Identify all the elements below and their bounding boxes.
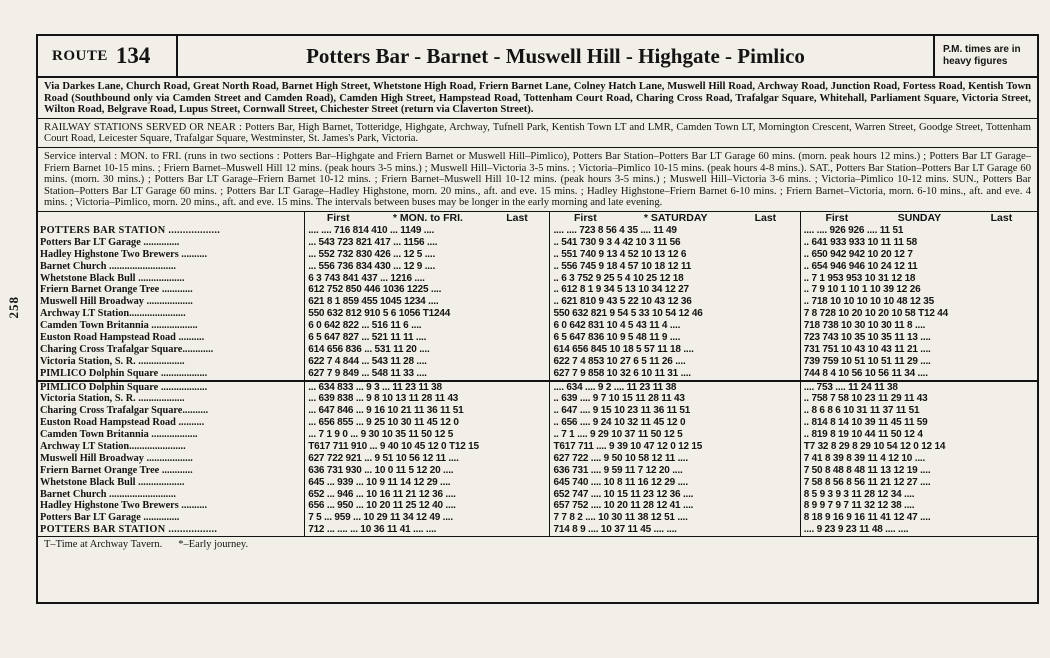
- timetable-row: .. 556 745 9 18 4 57 10 18 12 11: [553, 260, 692, 272]
- station-name: Euston Road Hampstead Road ..........: [40, 417, 205, 429]
- timetable-row: 8 18 9 16 9 16 11 41 12 47 ....: [803, 512, 931, 524]
- stations-header-spacer: [38, 212, 304, 225]
- timetable-row: ... 634 833 ... 9 3 ... 11 23 11 38: [308, 381, 442, 393]
- outbound-stations: [38, 225, 304, 380]
- timetable-row: ... 647 846 ... 9 16 10 21 11 36 11 51: [308, 405, 464, 417]
- timetable-row: .. 621 810 9 43 5 22 10 43 12 36: [553, 296, 692, 308]
- route-number: 134: [115, 43, 151, 68]
- timetable-row: 636 731 .... 9 59 11 7 12 20 ....: [553, 464, 683, 476]
- inbound-mon-fri-times: [305, 380, 549, 537]
- timetable-frame: [36, 34, 1039, 604]
- timetable-row: 657 752 .... 10 20 11 28 12 41 ....: [553, 500, 694, 512]
- timetable-row: .. 8 6 8 6 10 31 11 37 11 51: [803, 405, 920, 417]
- saturday-column: [549, 212, 799, 536]
- timetable-row: .... .... 926 926 .... 11 51: [803, 224, 904, 236]
- sunday-column: [800, 212, 1037, 536]
- timetable-row: 6 3 743 841 437 ... 1216 ....: [308, 272, 425, 284]
- outbound-mon-fri-times: [305, 225, 549, 380]
- station-name: Potters Bar LT Garage ..............: [40, 236, 180, 248]
- station-name: Whetstone Black Bull ..................: [40, 476, 185, 488]
- timetable-row: .. 819 8 19 10 44 11 50 12 4: [803, 429, 923, 441]
- stations-column: [38, 212, 304, 536]
- station-name: Charing Cross Trafalgar Square............: [40, 343, 214, 355]
- timetable-row: .. 641 933 933 10 11 11 58: [803, 236, 917, 248]
- footnote-archway-tavern: T–Time at Archway Tavern.: [44, 539, 163, 551]
- timetable-row: 622 7 4 853 10 27 6 5 11 26 ....: [553, 355, 686, 367]
- timetable-row: 636 731 930 ... 10 0 11 5 12 20 ....: [308, 464, 454, 476]
- timetable-row: .. 612 8 1 9 34 5 13 10 34 12 27: [553, 284, 689, 296]
- timetable-row: 656 ... 950 ... 10 20 11 25 12 40 ....: [308, 500, 456, 512]
- timetable-row: 7 41 8 39 8 39 11 4 12 10 ....: [803, 452, 926, 464]
- timetable-row: .. 7 9 10 1 10 1 10 39 12 26: [803, 284, 921, 296]
- timetable-row: 6 0 642 831 10 4 5 43 11 4 ....: [553, 320, 681, 332]
- station-name: Archway LT Station......................: [40, 308, 186, 320]
- station-name: Whetstone Black Bull ..................: [40, 272, 185, 284]
- station-name: Charing Cross Trafalgar Square..........: [40, 405, 209, 417]
- timetable-row: 614 656 845 10 18 5 57 11 18 ....: [553, 343, 694, 355]
- timetable-row: 7 58 8 56 8 56 11 21 12 27 ....: [803, 476, 931, 488]
- timetable-row: 714 8 9 .... 10 37 11 45 .... ....: [553, 524, 677, 536]
- route-header: [38, 36, 1037, 78]
- timetable-row: 7 8 728 10 20 10 20 10 58 T12 44: [803, 308, 949, 320]
- timetable-row: .. 639 .... 9 7 10 15 11 28 11 43: [553, 393, 685, 405]
- footnotes: [38, 537, 1037, 552]
- outbound-saturday-times: [550, 225, 799, 380]
- timetable-row: .. 551 740 9 13 4 52 10 13 12 6: [553, 248, 687, 260]
- station-name: Friern Barnet Orange Tree ............: [40, 284, 193, 296]
- timetable-row: 744 8 4 10 56 10 56 11 34 ....: [803, 367, 928, 379]
- mon-fri-last-label: Last: [506, 211, 528, 224]
- sunday-last-label: Last: [990, 211, 1013, 224]
- timetable-row: 622 7 4 844 ... 543 11 28 ....: [308, 355, 427, 367]
- timetable-row: 550 632 812 910 5 6 1056 T1244: [308, 308, 451, 320]
- timetable-row: 739 759 10 51 10 51 11 29 ....: [803, 355, 931, 367]
- timetable-row: .... .... 723 8 56 4 35 .... 11 49: [553, 224, 677, 236]
- mon-fri-first-label: First: [326, 211, 350, 224]
- station-name: Victoria Station, S. R. ..................: [40, 355, 185, 367]
- inbound-sunday-times: [801, 380, 1037, 537]
- timetable-row: .. 758 7 58 10 23 11 29 11 43: [803, 393, 928, 405]
- timetable-row: .. 656 .... 9 24 10 32 11 45 12 0: [553, 417, 686, 429]
- timetable-row: .. 654 946 946 10 24 12 11: [803, 260, 918, 272]
- station-name: Barnet Church ..........................: [40, 260, 176, 272]
- timetable-row: 7 7 8 2 .... 10 30 11 38 12 51 ....: [553, 512, 688, 524]
- saturday-first-label: First: [574, 211, 597, 224]
- pm-times-note: P.M. times are in heavy figures: [933, 36, 1037, 76]
- sunday-first-label: First: [825, 211, 849, 224]
- timetable-row: 627 722 921 ... 9 51 10 56 12 11 ....: [308, 452, 459, 464]
- timetable-row: 7 5 ... 959 ... 10 29 11 34 12 49 ....: [308, 512, 453, 524]
- sunday-day-label: SUNDAY: [897, 211, 942, 224]
- timetable-row: .. 7 1 .... 9 29 10 37 11 50 12 5: [553, 429, 683, 441]
- station-name: Friern Barnet Orange Tree ............: [40, 464, 193, 476]
- station-name: Hadley Highstone Two Brewers ..........: [40, 248, 208, 260]
- station-name: Muswell Hill Broadway ..................: [40, 452, 193, 464]
- timetable-row: T617 711 910 ... 9 40 10 45 12 0 T12 15: [308, 440, 479, 452]
- station-name: POTTERS BAR STATION .................: [40, 524, 218, 536]
- timetable-grid: [38, 212, 1037, 537]
- timetable-row: 712 ... .... ... 10 36 11 41 .... ....: [308, 524, 437, 536]
- timetable-row: .. 718 10 10 10 10 10 48 12 35: [803, 296, 934, 308]
- mon-fri-header: [305, 212, 549, 225]
- timetable-row: .... .... 716 814 410 ... 1149 ....: [308, 224, 435, 236]
- timetable-row: .. 814 8 14 10 39 11 45 11 59: [803, 417, 928, 429]
- mon-fri-column: [304, 212, 549, 536]
- timetable-row: 8 9 9 7 9 7 11 32 12 38 ....: [803, 500, 915, 512]
- timetable-row: 652 747 .... 10 15 11 23 12 36 ....: [553, 488, 694, 500]
- timetable-row: .... 634 .... 9 2 .... 11 23 11 38: [553, 381, 677, 393]
- saturday-header: [550, 212, 799, 225]
- station-name: PIMLICO Dolphin Square ..................: [40, 381, 208, 393]
- timetable-row: ... 543 723 821 417 ... 1156 ....: [308, 236, 438, 248]
- railway-stations-text: RAILWAY STATIONS SERVED OR NEAR : Potters Bar, High Barnet, Totteridge, Highgate, Archway, Tufnell Park, Kentish Town LT and LMR, Camden Town LT, Mornington Crescent, Warren Street, Goodge Street, Tottenham Court Road, Leicester Square, Trafalgar Square, Westminster, St. James's Park, Victoria.: [38, 119, 1037, 148]
- station-name: Hadley Highstone Two Brewers ..........: [40, 500, 208, 512]
- timetable-row: ... 639 838 ... 9 8 10 13 11 28 11 43: [308, 393, 459, 405]
- timetable-row: 652 ... 946 ... 10 16 11 21 12 36 ....: [308, 488, 456, 500]
- saturday-day-label: * SATURDAY: [643, 211, 708, 224]
- route-box: [38, 36, 178, 76]
- timetable-row: 723 743 10 35 10 35 11 13 ....: [803, 331, 931, 343]
- timetable-row: ... 7 1 9 0 ... 9 30 10 35 11 50 12 5: [308, 429, 454, 441]
- timetable-row: T7 32 8 29 8 29 10 54 12 0 12 14: [803, 440, 946, 452]
- timetable-row: 731 751 10 43 10 43 11 21 ....: [803, 343, 931, 355]
- station-name: POTTERS BAR STATION ..................: [40, 224, 221, 236]
- station-name: Barnet Church ..........................: [40, 488, 176, 500]
- timetable-row: ... 656 855 ... 9 25 10 30 11 45 12 0: [308, 417, 459, 429]
- timetable-row: 718 738 10 30 10 30 11 8 ....: [803, 320, 926, 332]
- inbound-stations: [38, 380, 304, 537]
- station-name: PIMLICO Dolphin Square ..................: [40, 367, 208, 379]
- timetable-row: .. 650 942 942 10 20 12 7: [803, 248, 913, 260]
- service-interval-text: Service interval : MON. to FRI. (runs in two sections : Potters Bar–Highgate and Friern Barnet or Muswell Hill–Pimlico), Potters Bar Station–Potters Bar LT Garage 60 mins. (morn. peak hours 12 mins.) ; Potters Bar LT Garage–Friern Barnet 10-15 mins. ; Friern Barnet–Muswell Hill 12 mins. (peak hours 3-5 mins.) ; Muswell Hill–Victoria 3-5 mins. ; Victoria–Pimlico 10-15 mins. (peak hours 4-8 mins.). SAT., Potters Bar Station–Potters Bar LT Garage 60 mins. (morn. 30 mins.) ; Potters Bar LT Garage–Friern Barnet 10-12 mins. ; Friern Barnet–Muswell Hill 10-12 mins. (peak hours 3-5 mins.) ; Muswell Hill–Victoria 3-6 mins. ; Victoria–Pimlico 10-12 mins. SUN., Potters Bar Station–Potters Bar LT Garage 60 mins. ; Potters Bar LT Garage–Hadley Highstone, morn. 20 mins., aft. and eve. 15 mins. ; Hadley Highstone–Friern Barnet 6-10 mins. ; Friern Barnet–Victoria, morn. 6-10 mins., aft. and eve. 4 mins. ; Victoria–Pimlico, morn. 20 mins., aft. and eve. 15 mins. The intervals between buses may be longer in the early morning and late evening.: [38, 148, 1037, 212]
- route-title: Potters Bar - Barnet - Muswell Hill - Highgate - Pimlico: [306, 43, 805, 68]
- mon-fri-day-label: * MON. to FRI.: [392, 211, 463, 224]
- timetable-row: 612 752 850 446 1036 1225 ....: [308, 284, 442, 296]
- outbound-sunday-times: [801, 225, 1037, 380]
- timetable-row: 627 7 9 858 10 32 6 10 11 31 ....: [553, 367, 691, 379]
- timetable-row: .. 647 .... 9 15 10 23 11 36 11 51: [553, 405, 691, 417]
- timetable-row: 7 50 8 48 8 48 11 13 12 19 ....: [803, 464, 931, 476]
- footnote-early-journey: *–Early journey.: [178, 539, 249, 551]
- inbound-saturday-times: [550, 380, 799, 537]
- station-name: Camden Town Britannia ..................: [40, 320, 198, 332]
- station-name: Potters Bar LT Garage ..............: [40, 512, 180, 524]
- station-name: Victoria Station, S. R. ..................: [40, 393, 185, 405]
- station-name: Muswell Hill Broadway ..................: [40, 296, 193, 308]
- timetable-row: .. 6 3 752 9 25 5 4 10 25 12 18: [553, 272, 684, 284]
- timetable-row: .. 7 1 953 953 10 31 12 18: [803, 272, 916, 284]
- timetable-row: 621 8 1 859 455 1045 1234 ....: [308, 296, 439, 308]
- sunday-header: [801, 212, 1037, 225]
- timetable-row: T617 711 .... 9 39 10 47 12 0 12 15: [553, 440, 703, 452]
- timetable-row: 6 0 642 822 ... 516 11 6 ....: [308, 320, 422, 332]
- timetable-row: 6 5 647 836 10 9 5 48 11 9 ....: [553, 331, 681, 343]
- timetable-row: 627 722 .... 9 50 10 58 12 11 ....: [553, 452, 688, 464]
- timetable-row: 614 656 836 ... 531 11 20 ....: [308, 343, 430, 355]
- timetable-row: .... 753 .... 11 24 11 38: [803, 381, 898, 393]
- saturday-last-label: Last: [754, 211, 777, 224]
- timetable-row: 645 740 .... 10 8 11 16 12 29 ....: [553, 476, 688, 488]
- station-name: Euston Road Hampstead Road ..........: [40, 331, 205, 343]
- page-number: 258: [6, 296, 21, 319]
- station-name: Camden Town Britannia ..................: [40, 429, 198, 441]
- timetable-row: 645 ... 939 ... 10 9 11 14 12 29 ....: [308, 476, 451, 488]
- via-route-text: Via Darkes Lane, Church Road, Great North Road, Barnet High Street, Whetstone High Road, Friern Barnet Lane, Colney Hatch Lane, Muswell Hill Road, Archway Road, Junction Road, Fortess Road, Kentish Town Road (Southbound only via Camden Street and Camden Road), Camden High Street, Hampstead Road, Tottenham Court Road, Charing Cross Road, Trafalgar Square, Whitehall, Parliament Square, Victoria Street, Wilton Road, Belgrave Road, Lupus Street, Cornwall Street, Chichester Street (return via Claverton Street).: [38, 78, 1037, 119]
- timetable-row: .... 9 23 9 23 11 48 .... ....: [803, 524, 909, 536]
- timetable-row: 8 5 9 3 9 3 11 28 12 34 ....: [803, 488, 915, 500]
- timetable-row: 627 7 9 849 ... 548 11 33 ....: [308, 367, 427, 379]
- timetable-row: .. 541 730 9 3 4 42 10 3 11 56: [553, 236, 681, 248]
- timetable-row: ... 556 736 834 430 ... 12 9 ....: [308, 260, 436, 272]
- route-label: ROUTE: [52, 47, 108, 64]
- timetable-row: 550 632 821 9 54 5 33 10 54 12 46: [553, 308, 703, 320]
- station-name: Archway LT Station......................: [40, 440, 186, 452]
- timetable-row: 6 5 647 827 ... 521 11 11 ....: [308, 331, 427, 343]
- timetable-row: ... 552 732 830 426 ... 12 5 ....: [308, 248, 436, 260]
